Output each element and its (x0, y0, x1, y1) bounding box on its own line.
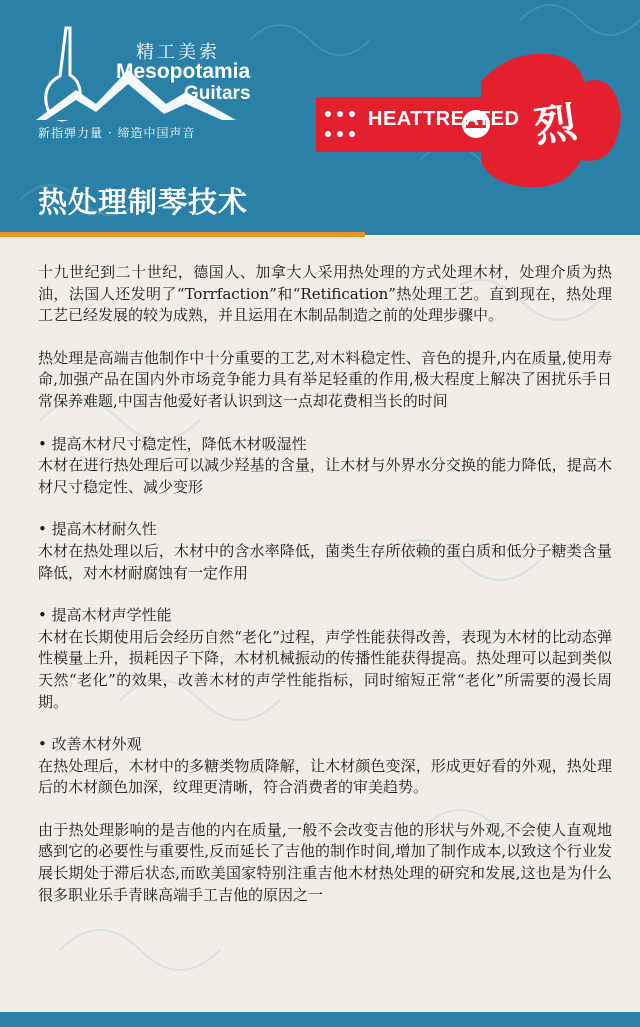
title-underline (0, 232, 365, 237)
brand-name-cn: 精工美索 (136, 42, 220, 63)
brand-slogan: 新指弹力量 · 缔造中国声音 (38, 126, 196, 140)
footer-bar (0, 1012, 640, 1027)
heattreated-badge (316, 42, 626, 192)
brand-name-en-line2: Guitars (184, 83, 251, 104)
conclusion-paragraph: 由于热处理影响的是吉他的内在质量,一般不会改变吉他的形状与外观,不会使人直观地感到它的必要性与重要性,反而延长了吉他的制作时间,增加了制作成本,以致这个行业发展长期处于滞后状态,而欧美国家特别注重吉他木材热处理的研究和发展,这也是为什么很多职业乐手青睐高端手工吉他的原因之一 (38, 820, 612, 904)
header-banner (0, 0, 640, 235)
badge-text: HEATTREATED (368, 108, 520, 130)
section-title: • 提高木材声学性能 (38, 606, 172, 625)
intro-paragraph: 热处理是高端吉他制作中十分重要的工艺,对木料稳定性、音色的提升,内在质量,使用寿命,加强产品在国内外市场竞争能力具有举足轻重的作用,极大程度上解决了困扰乐手日常保养难题,中国吉他爱好者认识到这一点却花费相当长的时间 (38, 348, 612, 410)
intro-paragraph: 十九世纪到二十世纪，德国人、加拿大人采用热处理的方式处理木材，处理介质为热油，法国人还发明了“Torrfaction”和“Retification”热处理工艺。直到现在，热处理工艺已经发展的较为成熟，并且运用在木制品制造之前的处理步骤中。 (38, 263, 612, 325)
section-body: 在热处理后，木材中的多糖类物质降解，让木材颜色变深，形成更好看的外观，热处理后的木材颜色加深，纹理更清晰，符合消费者的审美趋势。 (38, 756, 612, 797)
section-body: 木材在热处理以后，木材中的含水率降低，菌类生存所依赖的蛋白质和低分子糖类含量降低，对木材耐腐蚀有一定作用 (38, 541, 612, 582)
article-body (38, 262, 612, 927)
section-title: • 提高木材尺寸稳定性，降低木材吸湿性 (38, 434, 307, 453)
brand-name-en: Mesopotamia (116, 60, 251, 83)
section-body: 木材在进行热处理后可以减少羟基的含量，让木材与外界水分交换的能力降低，提高木材尺寸稳定性、减少变形 (38, 456, 612, 496)
section-title: • 改善木材外观 (38, 735, 142, 754)
section-body: 木材在长期使用后会经历自然“老化”过程，声学性能获得改善，表现为木材的比动态弹性模量上升，损耗因子下降，木材机械振动的传播性能获得提高。热处理可以起到类似天然“老化”的效果，改善木材的声学性能指标，同时缩短正常“老化”所需要的漫长周期。 (38, 627, 612, 711)
page-title: 热处理制琴技术 (38, 185, 249, 219)
section-title: • 提高木材耐久性 (38, 520, 157, 539)
badge-glyph: 烈 (531, 97, 580, 152)
